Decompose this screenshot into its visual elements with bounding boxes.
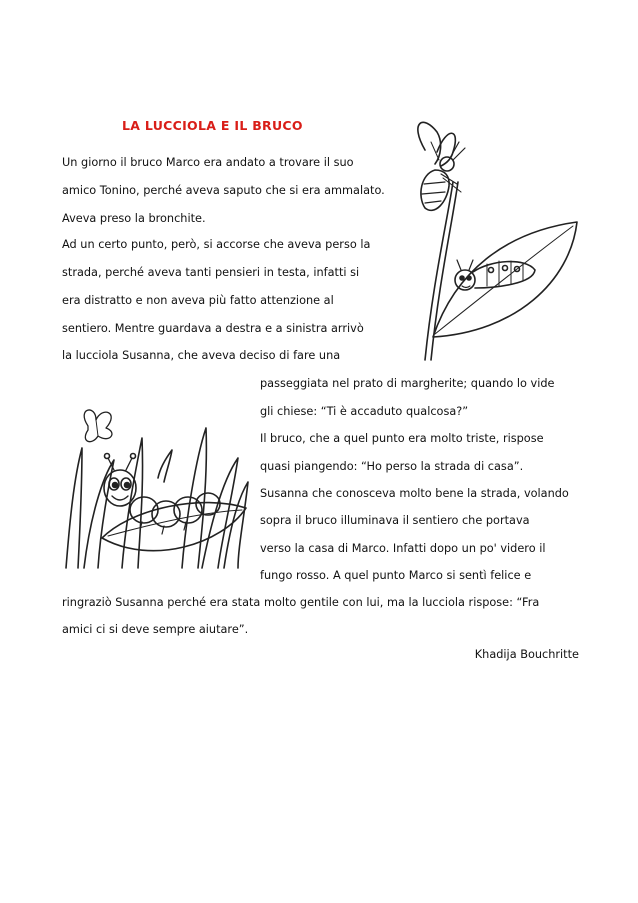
firefly-caterpillar-illustration (395, 112, 580, 362)
author-name: Khadija Bouchritte (474, 648, 579, 661)
story-title: LA LUCCIOLA E IL BRUCO (122, 118, 303, 133)
story-line: strada, perché aveva tanti pensieri in testa, infatti si (62, 266, 360, 279)
story-line: la lucciola Susanna, che aveva deciso di fare una (62, 349, 341, 362)
story-line: Ad un certo punto, però, si accorse che aveva perso la (62, 238, 371, 251)
story-line: verso la casa di Marco. Infatti dopo un po' videro il (260, 542, 546, 555)
story-line: Un giorno il bruco Marco era andato a trovare il suo (62, 156, 354, 169)
story-line: amico Tonino, perché aveva saputo che si era ammalato. (62, 184, 385, 197)
story-line: sentiero. Mentre guardava a destra e a sinistra arrivò (62, 322, 364, 335)
story-line: ringraziò Susanna perché era stata molto gentile con lui, ma la lucciola rispose: “Fra (62, 596, 540, 609)
story-line: quasi piangendo: “Ho perso la strada di casa”. (260, 460, 524, 473)
story-line: gli chiese: “Ti è accaduto qualcosa?” (260, 405, 469, 418)
story-line: fungo rosso. A quel punto Marco si sentì felice e (260, 569, 532, 582)
story-line: era distratto e non aveva più fatto attenzione al (62, 294, 334, 307)
story-line: Il bruco, che a quel punto era molto triste, rispose (260, 432, 544, 445)
story-line: passeggiata nel prato di margherite; quando lo vide (260, 377, 555, 390)
story-line: Aveva preso la bronchite. (62, 212, 206, 225)
story-line: Susanna che conosceva molto bene la strada, volando (260, 487, 569, 500)
caterpillar-grass-illustration (62, 398, 250, 570)
story-line: amici ci si deve sempre aiutare”. (62, 623, 249, 636)
story-line: sopra il bruco illuminava il sentiero che portava (260, 514, 530, 527)
